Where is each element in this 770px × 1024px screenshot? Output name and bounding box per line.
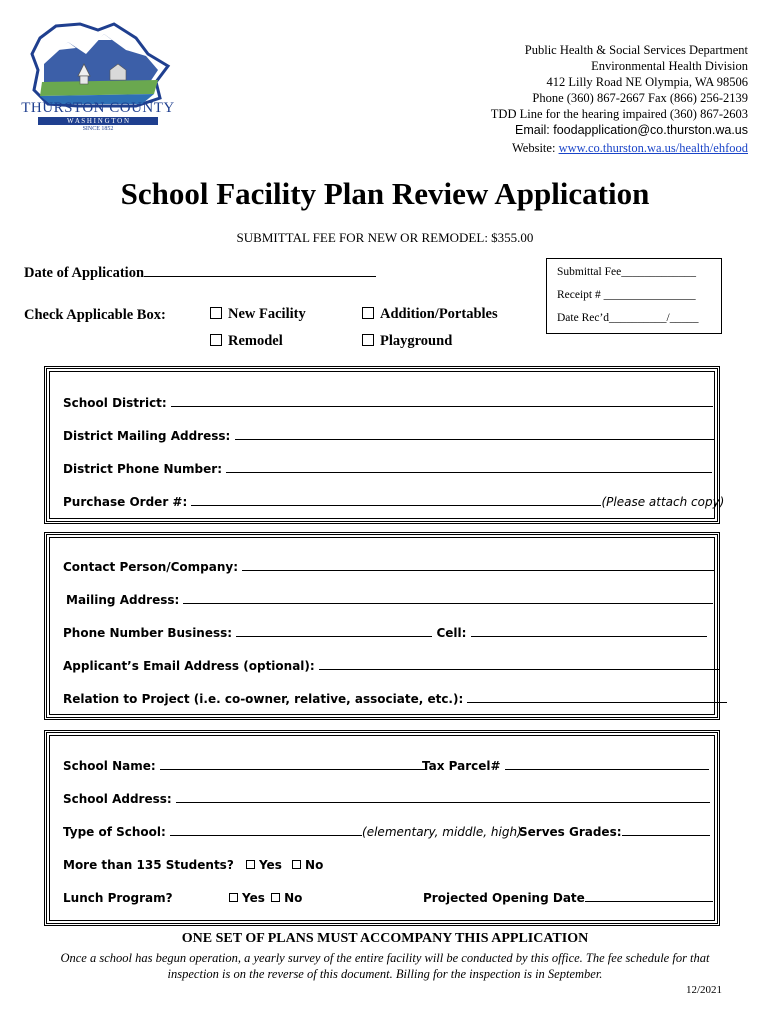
office-receipt[interactable]: Receipt # ________________ xyxy=(557,289,696,301)
logo-since: SINCE 1852 xyxy=(82,126,114,132)
footnote-line-1: Once a school has begun operation, a yearly survey of the entire facility will be conducted by this office. The fee schedule for that xyxy=(60,951,710,965)
date-of-application-row xyxy=(24,264,376,282)
lunch-no-checkbox[interactable] xyxy=(271,893,280,902)
submittal-fee: SUBMITTAL FEE FOR NEW OR REMODEL: $355.00 xyxy=(236,230,534,245)
school-type-label: Type of School: xyxy=(63,825,166,839)
relation-label: Relation to Project (i.e. co-owner, relative, associate, etc.): xyxy=(63,692,464,706)
tax-parcel-field[interactable] xyxy=(505,759,709,770)
lunch-yes-checkbox[interactable] xyxy=(229,893,238,902)
school-address-row xyxy=(63,792,710,806)
students-no-checkbox[interactable] xyxy=(292,860,301,869)
students-no-label: No xyxy=(305,858,324,872)
lunch-program-label: Lunch Program? xyxy=(63,891,173,905)
district-mailing-row xyxy=(63,429,715,443)
contact-mailing-field[interactable] xyxy=(183,593,713,604)
lunch-program-label-row xyxy=(63,891,173,905)
tax-parcel-row xyxy=(422,759,709,773)
remodel-checkbox[interactable] xyxy=(210,334,222,346)
footnote xyxy=(0,950,770,982)
students-yes-checkbox[interactable] xyxy=(246,860,255,869)
tax-parcel-label: Tax Parcel# xyxy=(422,759,501,773)
contact-section xyxy=(44,532,720,720)
serves-grades-label: Serves Grades: xyxy=(519,825,622,839)
logo-title: THURSTON COUNTY xyxy=(21,100,175,116)
district-mailing-field[interactable] xyxy=(235,429,715,440)
footnote-line-2: inspection is on the reverse of this document. Billing for the inspection is in September. xyxy=(167,967,603,981)
contact-phone-row xyxy=(63,626,707,640)
cell-field[interactable] xyxy=(471,626,707,637)
county-map-emblem-icon xyxy=(18,20,178,112)
website-line xyxy=(512,140,748,157)
applicant-email-label: Applicant’s Email Address (optional): xyxy=(63,659,315,673)
revision-date: 12/2021 xyxy=(685,984,722,996)
serves-grades-field[interactable] xyxy=(622,825,710,836)
school-section xyxy=(44,730,720,926)
plans-notice: ONE SET OF PLANS MUST ACCOMPANY THIS APPLICATION xyxy=(181,931,589,946)
lunch-options xyxy=(229,891,302,905)
school-district-label: School District: xyxy=(63,396,167,410)
contact-mailing-row xyxy=(66,593,713,607)
relation-row xyxy=(63,692,727,706)
office-use-box xyxy=(546,258,722,334)
purchase-order-row xyxy=(63,495,724,509)
school-type-row xyxy=(63,825,522,839)
address: 412 Lilly Road NE Olympia, WA 98506 xyxy=(546,75,748,89)
date-of-application-field[interactable] xyxy=(144,264,376,277)
lunch-no-label: No xyxy=(284,891,303,905)
phone-fax: Phone (360) 867-2667 Fax (866) 256-2139 xyxy=(532,91,748,105)
purchase-order-label: Purchase Order #: xyxy=(63,495,188,509)
contact-mailing-label: Mailing Address: xyxy=(66,593,180,607)
school-name-field[interactable] xyxy=(160,759,426,770)
lunch-yes-option[interactable] xyxy=(229,891,265,905)
school-district-field[interactable] xyxy=(171,396,713,407)
applicant-email-field[interactable] xyxy=(319,659,719,670)
date-of-application-label: Date of Application xyxy=(24,265,145,281)
school-name-label: School Name: xyxy=(63,759,156,773)
purchase-order-field[interactable] xyxy=(191,495,601,506)
lunch-no-option[interactable] xyxy=(271,891,302,905)
school-type-field[interactable] xyxy=(170,825,362,836)
playground-checkbox[interactable] xyxy=(362,334,374,346)
contact-person-field[interactable] xyxy=(242,560,714,571)
new-facility-label: New Facility xyxy=(228,306,306,322)
option-playground[interactable] xyxy=(362,333,452,350)
option-new-facility[interactable] xyxy=(210,306,306,323)
school-district-row xyxy=(63,396,713,410)
cell-label: Cell: xyxy=(436,626,467,640)
office-submittal-fee[interactable]: Submittal Fee_____________ xyxy=(557,266,696,278)
page-title: School Facility Plan Review Application xyxy=(120,176,650,211)
opening-date-row xyxy=(423,891,713,905)
school-name-row xyxy=(63,759,426,773)
option-remodel[interactable] xyxy=(210,333,283,350)
remodel-label: Remodel xyxy=(228,333,283,349)
county-logo xyxy=(18,20,178,135)
students-yes-label: Yes xyxy=(258,858,282,872)
opening-date-label: Projected Opening Date xyxy=(423,891,585,905)
school-type-note: (elementary, middle, high) xyxy=(362,825,522,839)
tdd-line: TDD Line for the hearing impaired (360) 867-2603 xyxy=(490,107,748,121)
serves-grades-row xyxy=(519,825,710,839)
website-label: Website: xyxy=(512,141,559,155)
students-row xyxy=(63,858,323,872)
contact-person-label: Contact Person/Company: xyxy=(63,560,239,574)
purchase-order-note: (Please attach copy) xyxy=(601,495,725,509)
district-mailing-label: District Mailing Address: xyxy=(63,429,231,443)
division-name: Environmental Health Division xyxy=(591,59,748,73)
students-yes-option[interactable] xyxy=(246,858,282,872)
district-phone-label: District Phone Number: xyxy=(63,462,222,476)
logo-state: W A S H I N G T O N xyxy=(38,117,158,125)
playground-label: Playground xyxy=(380,333,453,349)
addition-label: Addition/Portables xyxy=(380,306,498,322)
new-facility-checkbox[interactable] xyxy=(210,307,222,319)
school-address-label: School Address: xyxy=(63,792,172,806)
department-name: Public Health & Social Services Department xyxy=(524,43,748,57)
lunch-yes-label: Yes xyxy=(242,891,265,905)
district-phone-row xyxy=(63,462,712,476)
opening-date-field[interactable] xyxy=(585,891,713,902)
check-applicable-label: Check Applicable Box: xyxy=(24,307,166,323)
addition-checkbox[interactable] xyxy=(362,307,374,319)
students-label: More than 135 Students? xyxy=(63,858,234,872)
district-phone-field[interactable] xyxy=(226,462,712,473)
office-date-received[interactable]: Date Rec’d__________/_____ xyxy=(557,312,699,324)
students-no-option[interactable] xyxy=(292,858,323,872)
contact-person-row xyxy=(63,560,714,574)
business-phone-field[interactable] xyxy=(236,626,432,637)
website-link[interactable]: www.co.thurston.wa.us/health/ehfood xyxy=(558,141,748,155)
option-addition-portables[interactable] xyxy=(362,306,498,323)
district-section xyxy=(44,366,725,524)
applicant-email-row xyxy=(63,659,719,673)
relation-field[interactable] xyxy=(467,692,727,703)
email: Email: foodapplication@co.thurston.wa.us xyxy=(515,123,748,137)
business-phone-label: Phone Number Business: xyxy=(63,626,233,640)
school-address-field[interactable] xyxy=(176,792,710,803)
